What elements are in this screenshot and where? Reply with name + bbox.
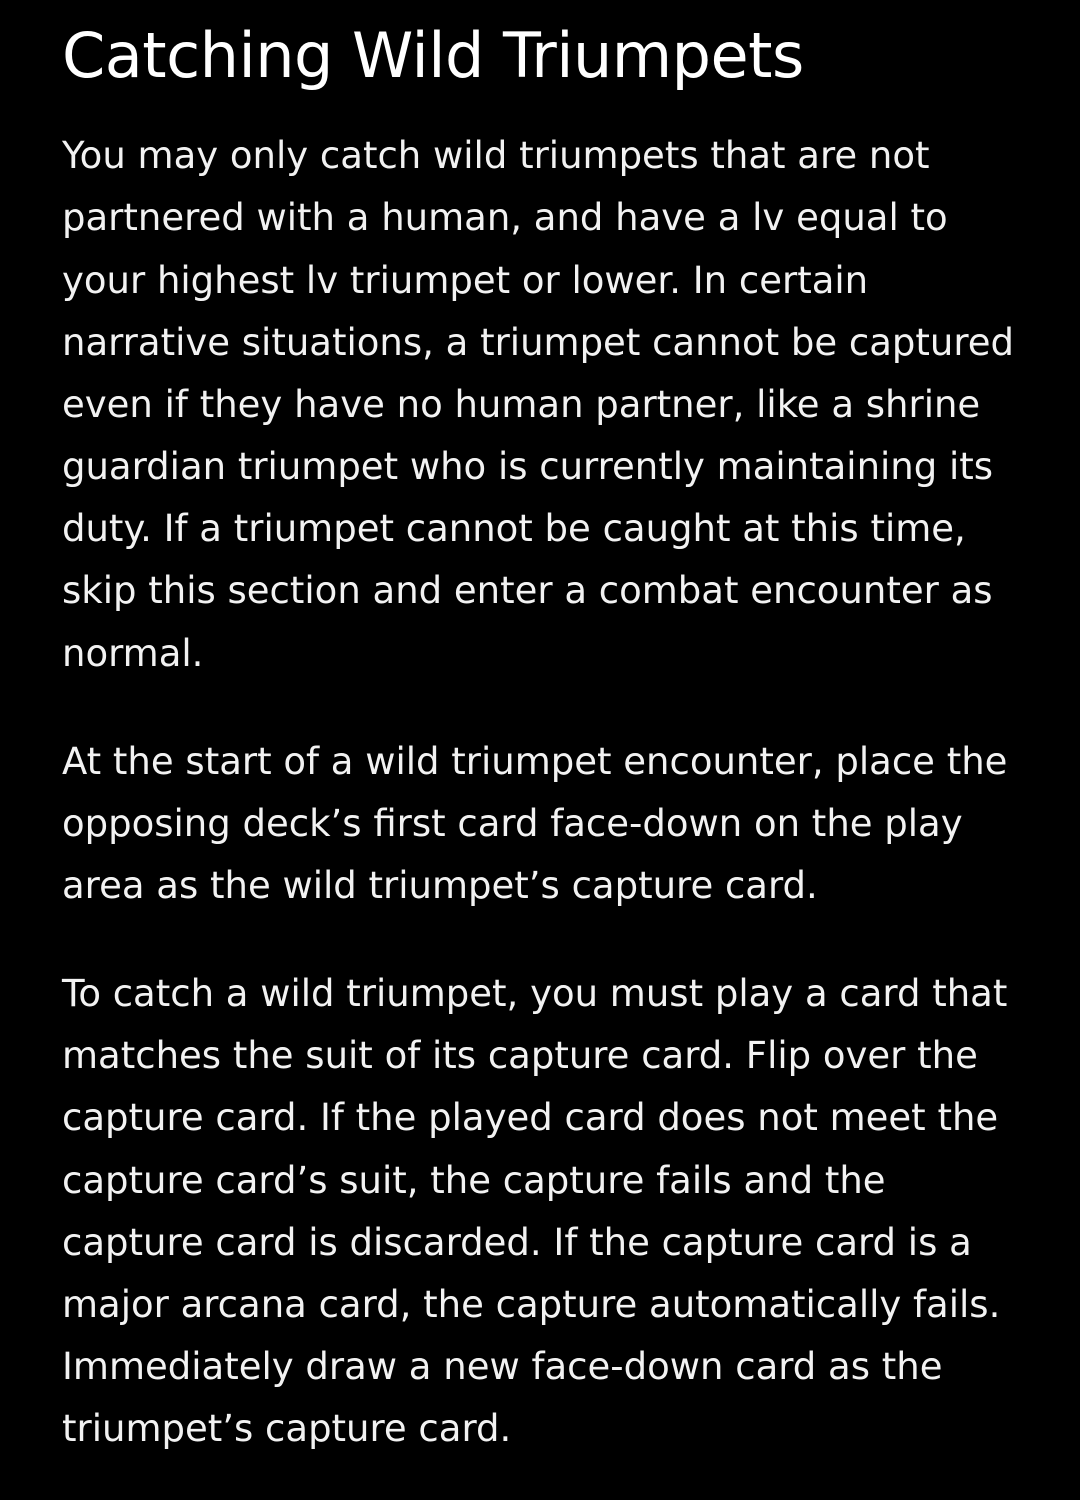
page-title: Catching Wild Triumpets bbox=[62, 19, 804, 92]
body-paragraph: At the start of a wild triumpet encounter, place the opposing deck’s first card face-down on the play area as the wild triumpet’s capture card. bbox=[62, 739, 1008, 908]
body-paragraph: To catch a wild triumpet, you must play a card that matches the suit of its capture card. Flip over the capture card. If the played card does not meet the capture card’s suit, the capture fails and the capture card is discarded. If the capture card is a major arcana card, the capture automatically fails. Immediately draw a new face-down card as the triumpet’s capture card. bbox=[62, 972, 1008, 1451]
body-paragraph: You may only catch wild triumpets that are not partnered with a human, and have a lv equal to your highest lv triumpet or lower. In certain narrative situations, a triumpet cannot be captured even if they have no human partner, like a shrine guardian triumpet who is currently maintaining its duty. If a triumpet cannot be caught at this time, skip this section and enter a combat encounter as normal. bbox=[62, 134, 1015, 675]
